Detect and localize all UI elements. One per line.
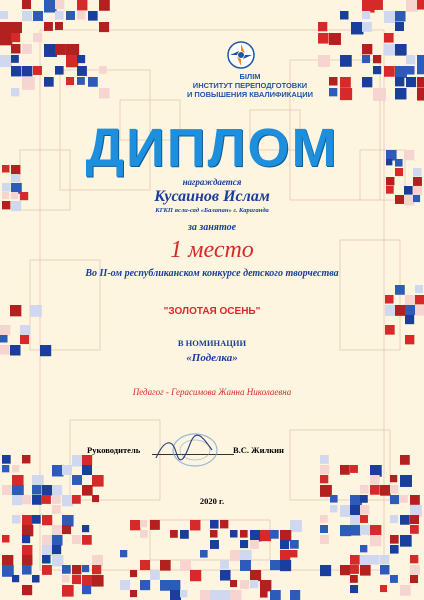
decor-square (350, 505, 360, 515)
decor-square (92, 475, 104, 487)
decor-square (406, 55, 415, 64)
decor-square (340, 11, 349, 20)
decor-square (44, 22, 53, 31)
decor-square (210, 590, 221, 600)
decor-square (360, 525, 370, 535)
decor-square (52, 545, 61, 554)
decor-square (250, 580, 258, 588)
decor-square (320, 465, 329, 474)
decor-square (330, 505, 337, 512)
decor-square (72, 475, 82, 485)
decor-square (22, 66, 32, 76)
decor-square (52, 535, 63, 546)
decor-square (362, 22, 372, 32)
decor-square (99, 88, 109, 98)
decor-square (2, 535, 9, 542)
decor-square (72, 535, 81, 544)
decor-square (280, 550, 290, 560)
decor-square (280, 530, 291, 541)
decor-square (62, 575, 70, 583)
decor-square (82, 455, 92, 465)
decor-square (150, 520, 160, 530)
decor-square (52, 485, 62, 495)
signature-role: Руководитель (87, 445, 141, 455)
decor-square (160, 560, 171, 571)
decor-square (400, 515, 410, 525)
decor-square (320, 565, 331, 576)
decor-square (406, 77, 416, 87)
place-text: 1 место (170, 237, 254, 263)
decor-square (370, 535, 381, 546)
decor-square (32, 475, 44, 487)
decor-square (230, 580, 237, 587)
decor-square (11, 22, 22, 33)
decor-square (22, 77, 35, 90)
decor-square (390, 485, 398, 493)
decor-square (11, 55, 19, 63)
recipient-institution: КГКП ясли-сад «Балапан» г. Караганда (155, 207, 269, 214)
org-short-name: БІЛІМ (239, 72, 261, 81)
decor-square (385, 325, 395, 335)
decor-square (82, 585, 91, 594)
decor-square (380, 565, 389, 574)
decor-square (400, 535, 412, 547)
decor-square (210, 530, 218, 538)
decor-square (42, 515, 52, 525)
decor-square (350, 565, 359, 574)
decor-square (11, 44, 20, 53)
decor-square (390, 475, 397, 482)
org-line-1: ИНСТИТУТ ПЕРЕПОДГОТОВКИ (192, 81, 308, 90)
decor-square (362, 44, 372, 54)
decor-square (395, 77, 404, 86)
decor-square (340, 525, 351, 536)
decor-square (0, 22, 13, 35)
teacher-text: Педагог - Герасимова Жанна Николаевна (132, 387, 292, 397)
bilim-logo-icon (226, 40, 256, 70)
decor-square (350, 525, 361, 536)
decor-square (400, 455, 410, 465)
decor-square (360, 565, 371, 576)
decor-square (62, 465, 72, 475)
decor-square (360, 505, 369, 514)
decor-square (32, 575, 40, 583)
decor-square (77, 77, 85, 85)
decor-square (280, 540, 289, 549)
decor-square (370, 555, 380, 565)
decor-square (410, 505, 422, 517)
decor-square (11, 33, 20, 42)
decor-square (55, 44, 66, 55)
decor-square (340, 565, 350, 575)
decor-square (417, 77, 424, 88)
decor-square (360, 515, 368, 523)
decor-square (77, 55, 85, 63)
decor-square (180, 590, 187, 597)
decor-square (44, 0, 57, 13)
decor-square (350, 575, 358, 583)
decor-square (395, 11, 405, 21)
decor-square (417, 0, 424, 10)
decor-square (82, 465, 92, 475)
decor-square (290, 520, 302, 532)
decor-square (329, 33, 341, 45)
decor-square (380, 485, 391, 496)
decor-square (52, 465, 63, 476)
decor-square (20, 325, 31, 336)
decor-square (384, 11, 396, 23)
decor-square (320, 515, 328, 523)
decor-square (290, 540, 299, 549)
decor-square (390, 575, 398, 583)
decor-square (82, 575, 93, 586)
decor-square (12, 465, 19, 472)
decor-square (12, 515, 20, 523)
nomination-value: «Поделка» (186, 352, 238, 364)
decor-square (0, 325, 10, 335)
decor-square (140, 580, 150, 590)
decor-square (373, 66, 381, 74)
decor-square (88, 77, 98, 87)
decor-square (390, 515, 398, 523)
decor-square (55, 66, 64, 75)
decor-square (417, 55, 424, 67)
decor-square (42, 545, 53, 556)
decor-square (260, 580, 271, 591)
decor-square (22, 11, 32, 21)
decor-square (318, 22, 327, 31)
decor-square (2, 555, 13, 566)
decor-square (362, 0, 375, 13)
decor-square (373, 88, 386, 101)
decor-square (390, 545, 399, 554)
decor-square (130, 570, 137, 577)
decor-square (230, 590, 241, 600)
decor-square (410, 525, 419, 534)
decor-square (415, 295, 424, 304)
contest-text: Во II-ом республиканском конкурсе детского творчества (85, 268, 339, 279)
decor-square (12, 475, 24, 487)
decor-square (395, 44, 407, 56)
decor-square (33, 11, 43, 21)
reason-label: за занятое (187, 222, 237, 233)
decor-square (22, 0, 31, 9)
decor-square (44, 77, 54, 87)
decor-square (170, 580, 180, 590)
decor-square (362, 55, 370, 63)
decor-square (190, 520, 200, 530)
decor-square (22, 545, 32, 555)
decor-square (170, 530, 178, 538)
decor-square (350, 515, 360, 525)
decor-square (33, 66, 42, 75)
decor-square (22, 585, 32, 595)
decor-square (42, 565, 52, 575)
decor-square (415, 285, 423, 293)
decor-square (395, 22, 404, 31)
decor-square (22, 525, 33, 536)
decor-square (350, 555, 360, 565)
decor-square (360, 555, 370, 565)
decor-square (318, 33, 329, 44)
decor-square (230, 530, 238, 538)
decor-square (318, 55, 330, 67)
decor-square (240, 580, 249, 589)
decor-square (362, 77, 372, 87)
decor-square (400, 585, 411, 596)
decor-square (250, 540, 259, 549)
decor-square (32, 515, 41, 524)
decor-square (72, 565, 81, 574)
decor-square (82, 565, 89, 572)
decor-square (220, 590, 231, 600)
decor-square (290, 590, 300, 600)
decor-square (92, 555, 103, 566)
decor-square (390, 535, 399, 544)
decor-square (55, 11, 64, 20)
decor-square (42, 535, 53, 546)
decor-square (340, 465, 350, 475)
decor-square (11, 88, 19, 96)
decor-square (340, 55, 352, 67)
decor-square (190, 570, 201, 581)
decor-square (140, 560, 150, 570)
decor-square (160, 580, 171, 591)
decor-square (0, 55, 12, 67)
decor-square (250, 530, 261, 541)
decor-square (270, 590, 281, 600)
decor-square (52, 525, 63, 536)
decor-square (99, 22, 109, 32)
decor-square (210, 540, 219, 549)
decor-square (42, 555, 51, 564)
decor-square (130, 520, 140, 530)
decor-square (370, 525, 381, 536)
decor-square (0, 11, 8, 19)
decor-square (22, 515, 32, 525)
decor-square (370, 475, 380, 485)
decor-square (350, 585, 358, 593)
decor-square (270, 530, 279, 539)
decor-square (384, 33, 394, 43)
decor-square (220, 520, 228, 528)
decor-square (92, 575, 104, 587)
decor-square (406, 66, 415, 75)
stamp-signature-icon (150, 430, 230, 470)
decor-square (55, 22, 63, 30)
decor-square (82, 535, 92, 545)
decor-square (350, 465, 358, 473)
decor-square (362, 11, 370, 19)
decor-square (406, 0, 418, 12)
decor-square (42, 485, 52, 495)
decor-square (66, 77, 74, 85)
decor-square (22, 565, 32, 575)
decor-square (99, 66, 107, 74)
decor-square (380, 585, 387, 592)
decor-square (385, 295, 394, 304)
decor-square (72, 575, 81, 584)
decor-square (92, 565, 101, 574)
decor-square (33, 33, 42, 42)
signature-name: В.С. Жилкин (233, 445, 284, 455)
decor-square (280, 560, 291, 571)
decor-square (380, 555, 389, 564)
decor-square (270, 560, 280, 570)
decor-square (77, 0, 87, 10)
decor-square (370, 485, 380, 495)
decor-square (360, 545, 367, 552)
decor-square (395, 88, 406, 99)
nomination-label: В НОМИНАЦИИ (177, 338, 247, 348)
decor-square (351, 22, 363, 34)
decor-square (410, 565, 420, 575)
decor-square (22, 555, 32, 565)
decor-square (320, 455, 329, 464)
decor-square (140, 520, 147, 527)
decor-square (140, 530, 148, 538)
decor-square (370, 465, 382, 477)
decor-square (120, 580, 130, 590)
decor-square (210, 520, 219, 529)
decor-square (62, 585, 74, 597)
recipient-name: Кусаинов Ислам (154, 188, 270, 205)
decor-square (11, 66, 21, 76)
decor-square (320, 475, 328, 483)
decor-square (66, 11, 75, 20)
contest-name: "ЗОЛОТАЯ ОСЕНЬ" (163, 306, 261, 317)
decor-square (22, 535, 30, 543)
decor-square (200, 590, 210, 600)
decor-square (260, 590, 268, 598)
decor-square (220, 570, 231, 581)
decor-square (2, 455, 11, 464)
decor-square (417, 66, 424, 74)
decor-square (405, 295, 415, 305)
awarded-label: награждается (182, 177, 242, 187)
decor-square (230, 550, 241, 561)
decor-square (32, 485, 42, 495)
decor-square (77, 11, 86, 20)
year-text: 2020 г. (199, 496, 225, 506)
decor-square (200, 550, 208, 558)
decor-square (0, 33, 12, 45)
decor-square (62, 565, 71, 574)
decor-square (82, 485, 93, 496)
decor-square (120, 550, 127, 557)
decor-square (2, 485, 12, 495)
decor-square (62, 515, 74, 527)
decor-square (82, 525, 89, 532)
decor-square (180, 530, 189, 539)
decor-square (72, 455, 84, 467)
decor-square (240, 560, 251, 571)
decor-square (410, 575, 418, 583)
decor-square (180, 560, 191, 571)
decor-square (360, 485, 369, 494)
decor-square (395, 66, 407, 78)
decor-square (373, 55, 381, 63)
decor-square (240, 530, 248, 538)
decor-square (22, 44, 32, 54)
decor-square (12, 575, 19, 582)
decor-square (62, 525, 71, 534)
decor-square (66, 55, 78, 67)
decor-square (320, 525, 328, 533)
decor-square (290, 550, 297, 557)
decor-square (410, 555, 418, 563)
decor-square (320, 535, 329, 544)
decor-square (52, 505, 61, 514)
decor-square (240, 550, 252, 562)
decor-square (395, 285, 405, 295)
org-line-2: И ПОВЫШЕНИЯ КВАЛИФИКАЦИИ (186, 90, 314, 99)
decor-square (88, 11, 98, 21)
diploma-title: ДИПЛОМ (85, 118, 339, 178)
decor-square (400, 475, 412, 487)
decor-square (52, 555, 63, 566)
decor-square (55, 0, 64, 9)
decor-square (2, 465, 9, 472)
decor-square (130, 590, 137, 597)
decor-square (170, 590, 181, 600)
decor-square (410, 515, 419, 524)
decor-square (260, 530, 271, 541)
decor-square (384, 44, 396, 56)
decor-square (77, 66, 87, 76)
decor-square (220, 560, 229, 569)
decor-square (384, 66, 395, 77)
decor-square (22, 455, 30, 463)
decor-square (250, 570, 261, 581)
decor-square (150, 570, 160, 580)
decor-square (99, 0, 110, 11)
decor-square (240, 540, 248, 548)
decor-square (417, 88, 424, 101)
decor-square (373, 0, 383, 10)
